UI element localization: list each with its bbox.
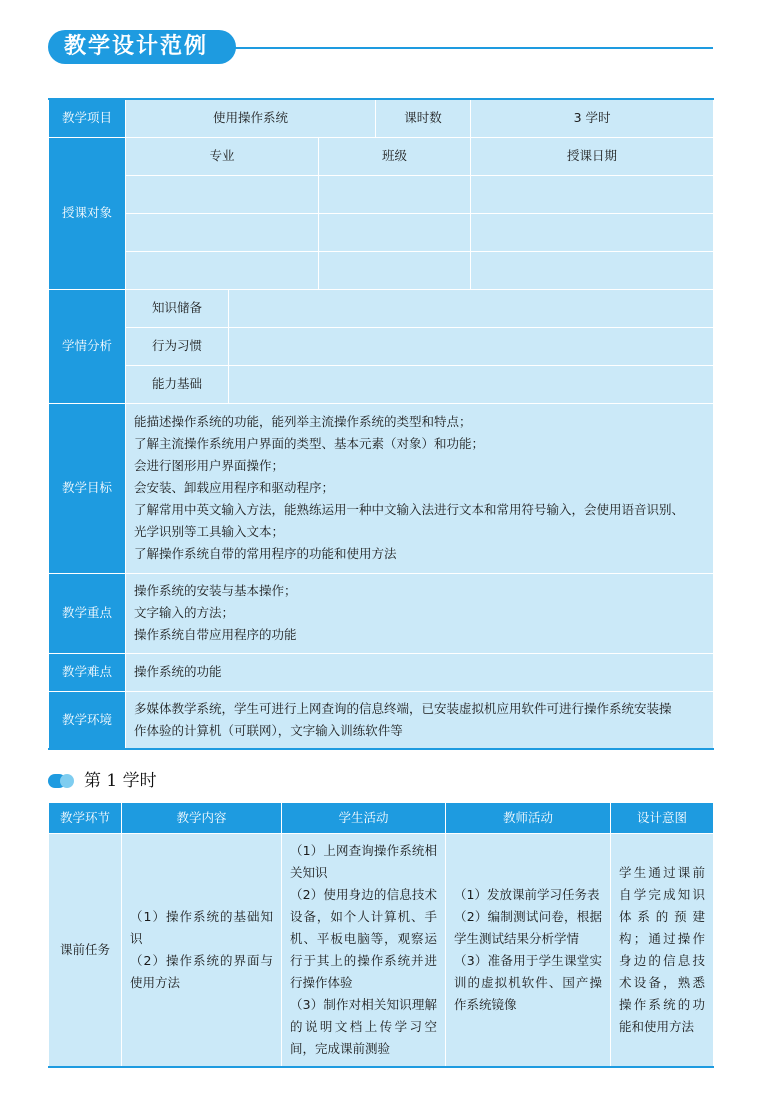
student-header: 学生活动 <box>282 803 446 834</box>
teacher-line: （1）发放课前学习任务表 <box>454 887 600 902</box>
student-cell <box>282 834 446 1068</box>
audience-header-row <box>49 137 714 175</box>
difficulty-text: 操作系统的功能 <box>126 653 714 691</box>
analysis-label: 学情分析 <box>49 289 126 403</box>
content-line: （1）操作系统的基础知识 <box>130 909 273 946</box>
hours-value: 3 学时 <box>471 99 714 137</box>
key-point-line: 操作系统的安装与基本操作； <box>134 583 297 598</box>
title-rule <box>228 47 713 49</box>
key-point-line: 文字输入的方法； <box>134 605 235 620</box>
audience-row <box>49 175 714 213</box>
goal-line: 了解操作系统自带的常用程序的功能和使用方法 <box>134 546 397 561</box>
student-line: （1）上网查询操作系统相关知识 <box>290 843 437 880</box>
teacher-line: （2）编制测试问卷，根据学生测试结果分析学情 <box>454 909 602 946</box>
teacher-header: 教师活动 <box>446 803 611 834</box>
difficulty-label: 教学难点 <box>49 653 126 691</box>
content-line: （2）操作系统的界面与使用方法 <box>130 953 273 990</box>
teacher-line: （3）准备用于学生课堂实训的虚拟机软件、国产操作系统镜像 <box>454 953 602 1012</box>
teacher-cell <box>446 834 611 1068</box>
stage-cell: 课前任务 <box>49 834 122 1068</box>
key-point-line: 操作系统自带应用程序的功能 <box>134 627 297 642</box>
audience-row <box>49 213 714 251</box>
date-cell <box>471 251 714 289</box>
section-title: 教学设计范例 <box>48 30 236 64</box>
knowledge-cell <box>229 289 714 327</box>
goal-line: 光学识别等工具输入文本； <box>134 524 285 539</box>
date-cell <box>471 175 714 213</box>
intent-header: 设计意图 <box>611 803 714 834</box>
class-cell <box>319 213 471 251</box>
ability-label: 能力基础 <box>126 365 229 403</box>
student-line: （2）使用身边的信息技术设备，如个人计算机、手机、平板电脑等，观察运行于其上的操作系统并进行操作体验 <box>290 887 437 990</box>
lesson-bullet-icon <box>48 774 74 788</box>
analysis-row <box>49 289 714 327</box>
project-row <box>49 99 714 137</box>
student-line: （3）制作对相关知识理解的说明文档上传学习空间，完成课前测验 <box>290 997 437 1056</box>
goal-line: 了解主流操作系统用户界面的类型、基本元素（对象）和功能； <box>134 436 485 451</box>
lesson-title: 第 1 学时 <box>84 771 157 791</box>
intent-cell: 学生通过课前自学完成知识体系的预建构；通过操作身边的信息技术设备，熟悉操作系统的功能和使用方法 <box>611 834 714 1068</box>
key-points-label: 教学重点 <box>49 573 126 653</box>
content-header: 教学内容 <box>122 803 282 834</box>
lesson-table <box>48 802 714 1068</box>
analysis-row <box>49 327 714 365</box>
stage-header: 教学环节 <box>49 803 122 834</box>
major-cell <box>126 213 319 251</box>
audience-label: 授课对象 <box>49 137 126 289</box>
environment-text <box>126 691 714 749</box>
analysis-row <box>49 365 714 403</box>
major-header: 专业 <box>126 137 319 175</box>
goal-line: 会进行图形用户界面操作； <box>134 458 285 473</box>
key-points-text <box>126 573 714 653</box>
major-cell <box>126 175 319 213</box>
goal-line: 会安装、卸载应用程序和驱动程序； <box>134 480 335 495</box>
lesson-heading <box>48 768 348 794</box>
major-cell <box>126 251 319 289</box>
section-title-bar <box>48 30 713 66</box>
class-cell <box>319 175 471 213</box>
class-cell <box>319 251 471 289</box>
project-label: 教学项目 <box>49 99 126 137</box>
habits-cell <box>229 327 714 365</box>
habits-label: 行为习惯 <box>126 327 229 365</box>
date-cell <box>471 213 714 251</box>
goals-text <box>126 403 714 573</box>
environment-label: 教学环境 <box>49 691 126 749</box>
goals-row <box>49 403 714 573</box>
date-header: 授课日期 <box>471 137 714 175</box>
knowledge-label: 知识储备 <box>126 289 229 327</box>
class-header: 班级 <box>319 137 471 175</box>
environment-line: 作体验的计算机（可联网），文字输入训练软件等 <box>134 722 403 738</box>
teaching-plan-table <box>48 98 714 750</box>
lesson-row <box>49 834 714 1068</box>
key-points-row <box>49 573 714 653</box>
ability-cell <box>229 365 714 403</box>
hours-label: 课时数 <box>376 99 471 137</box>
goal-line: 能描述操作系统的功能，能列举主流操作系统的类型和特点； <box>134 414 472 429</box>
project-value: 使用操作系统 <box>126 99 376 137</box>
content-cell <box>122 834 282 1068</box>
audience-row <box>49 251 714 289</box>
goals-label: 教学目标 <box>49 403 126 573</box>
lesson-header-row <box>49 803 714 834</box>
difficulty-row <box>49 653 714 691</box>
environment-row <box>49 691 714 749</box>
environment-line: 多媒体教学系统，学生可进行上网查询的信息终端，已安装虚拟机应用软件可进行操作系统安装操 <box>134 700 672 716</box>
goal-line: 了解常用中英文输入方法，能熟练运用一种中文输入法进行文本和常用符号输入，会使用语音识别、 <box>134 502 685 517</box>
